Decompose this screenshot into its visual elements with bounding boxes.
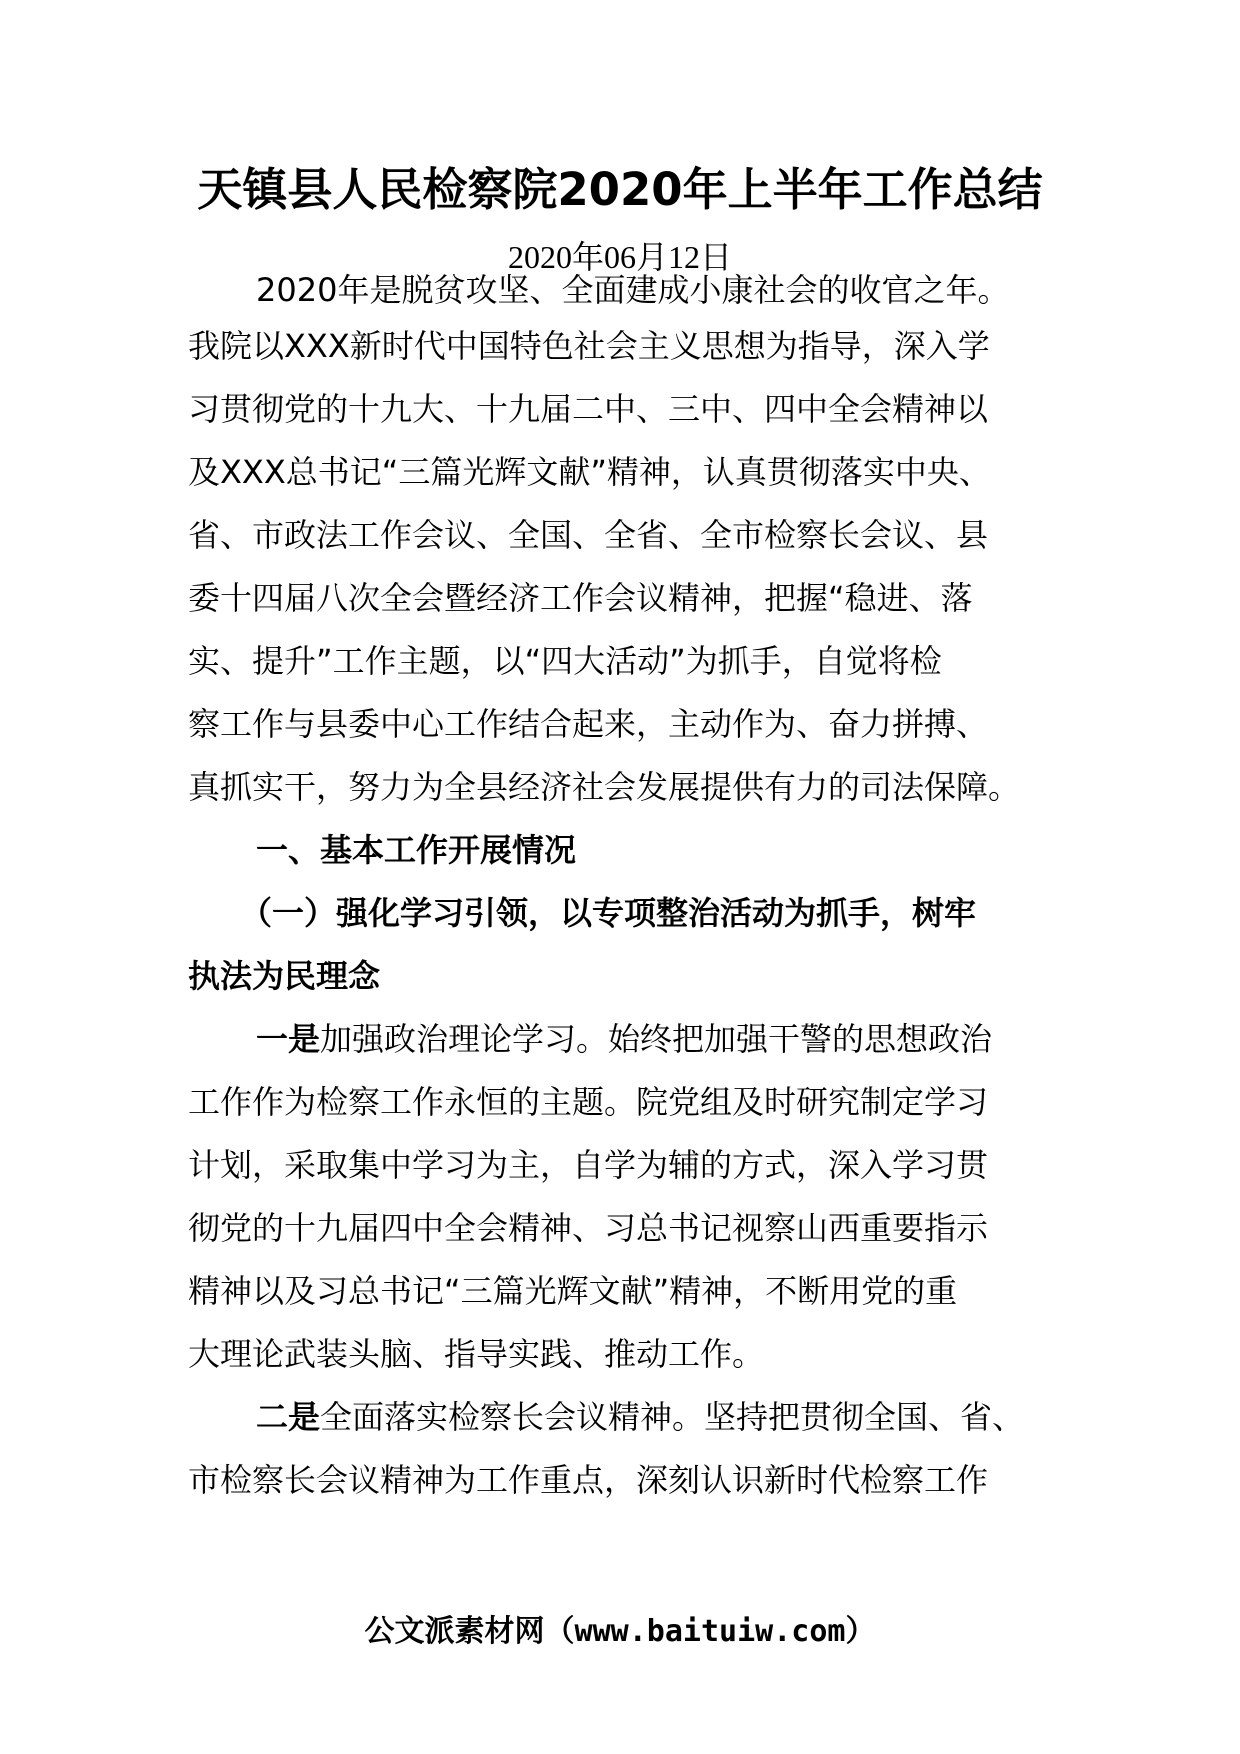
paragraph-line: 真抓实干，努力为全县经济社会发展提供有力的司法保障。 [188, 768, 1021, 806]
page-footer [0, 1612, 1240, 1652]
footer-site-name: 公文派素材网 [364, 1614, 545, 1649]
paragraph-line: 市检察长会议精神为工作重点，深刻认识新时代检察工作 [188, 1461, 989, 1499]
footer-close-paren: ） [845, 1614, 876, 1649]
paragraph-text: 全面落实检察长会议精神。坚持把贯彻全国、省、 [320, 1398, 1025, 1436]
footer-url: www.baituiw.com [574, 1614, 846, 1649]
paragraph-line [256, 1017, 1068, 1061]
paragraph-line: 省、市政法工作会议、全国、全省、全市检察长会议、县 [188, 516, 989, 554]
paragraph-line: 察工作与县委中心工作结合起来，主动作为、奋力拼搏、 [188, 705, 989, 743]
subsection-heading-continued: 执法为民理念 [188, 957, 381, 995]
paragraph-line: 工作作为检察工作永恒的主题。院党组及时研究制定学习 [188, 1083, 989, 1121]
paragraph-line: 2020年是脱贫攻坚、全面建成小康社会的收官之年。 [256, 271, 1010, 309]
paragraph-line [256, 1395, 1068, 1439]
section-heading: 一、基本工作开展情况 [256, 831, 577, 869]
document-title: 天镇县人民检察院2020年上半年工作总结 [197, 163, 1043, 216]
paragraph-line: 精神以及习总书记“三篇光辉文献”精神，不断用党的重 [188, 1272, 958, 1310]
subsection-heading: （一）强化学习引领，以专项整治活动为抓手，树牢 [240, 894, 977, 932]
footer-open-paren: （ [544, 1614, 575, 1649]
paragraph-line: 实、提升”工作主题，以“四大活动”为抓手，自觉将检 [188, 642, 942, 680]
paragraph-lead: 二是 [256, 1398, 321, 1436]
document-date: 2020年06月12日 [507, 239, 732, 275]
paragraph-line: 我院以XXX新时代中国特色社会主义思想为指导，深入学 [188, 327, 990, 365]
paragraph-line: 大理论武装头脑、指导实践、推动工作。 [188, 1335, 765, 1373]
paragraph-line: 计划，采取集中学习为主，自学为辅的方式，深入学习贯 [188, 1146, 989, 1184]
paragraph-line: 及XXX总书记“三篇光辉文献”精神，认真贯彻落实中央、 [188, 453, 991, 491]
paragraph-line: 习贯彻党的十九大、十九届二中、三中、四中全会精神以 [188, 390, 989, 428]
paragraph-line: 彻党的十九届四中全会精神、习总书记视察山西重要指示 [188, 1209, 989, 1247]
paragraph-text: 加强政治理论学习。始终把加强干警的思想政治 [320, 1020, 993, 1058]
paragraph-line: 委十四届八次全会暨经济工作会议精神，把握“稳进、落 [188, 579, 973, 617]
paragraph-lead: 一是 [256, 1020, 321, 1058]
